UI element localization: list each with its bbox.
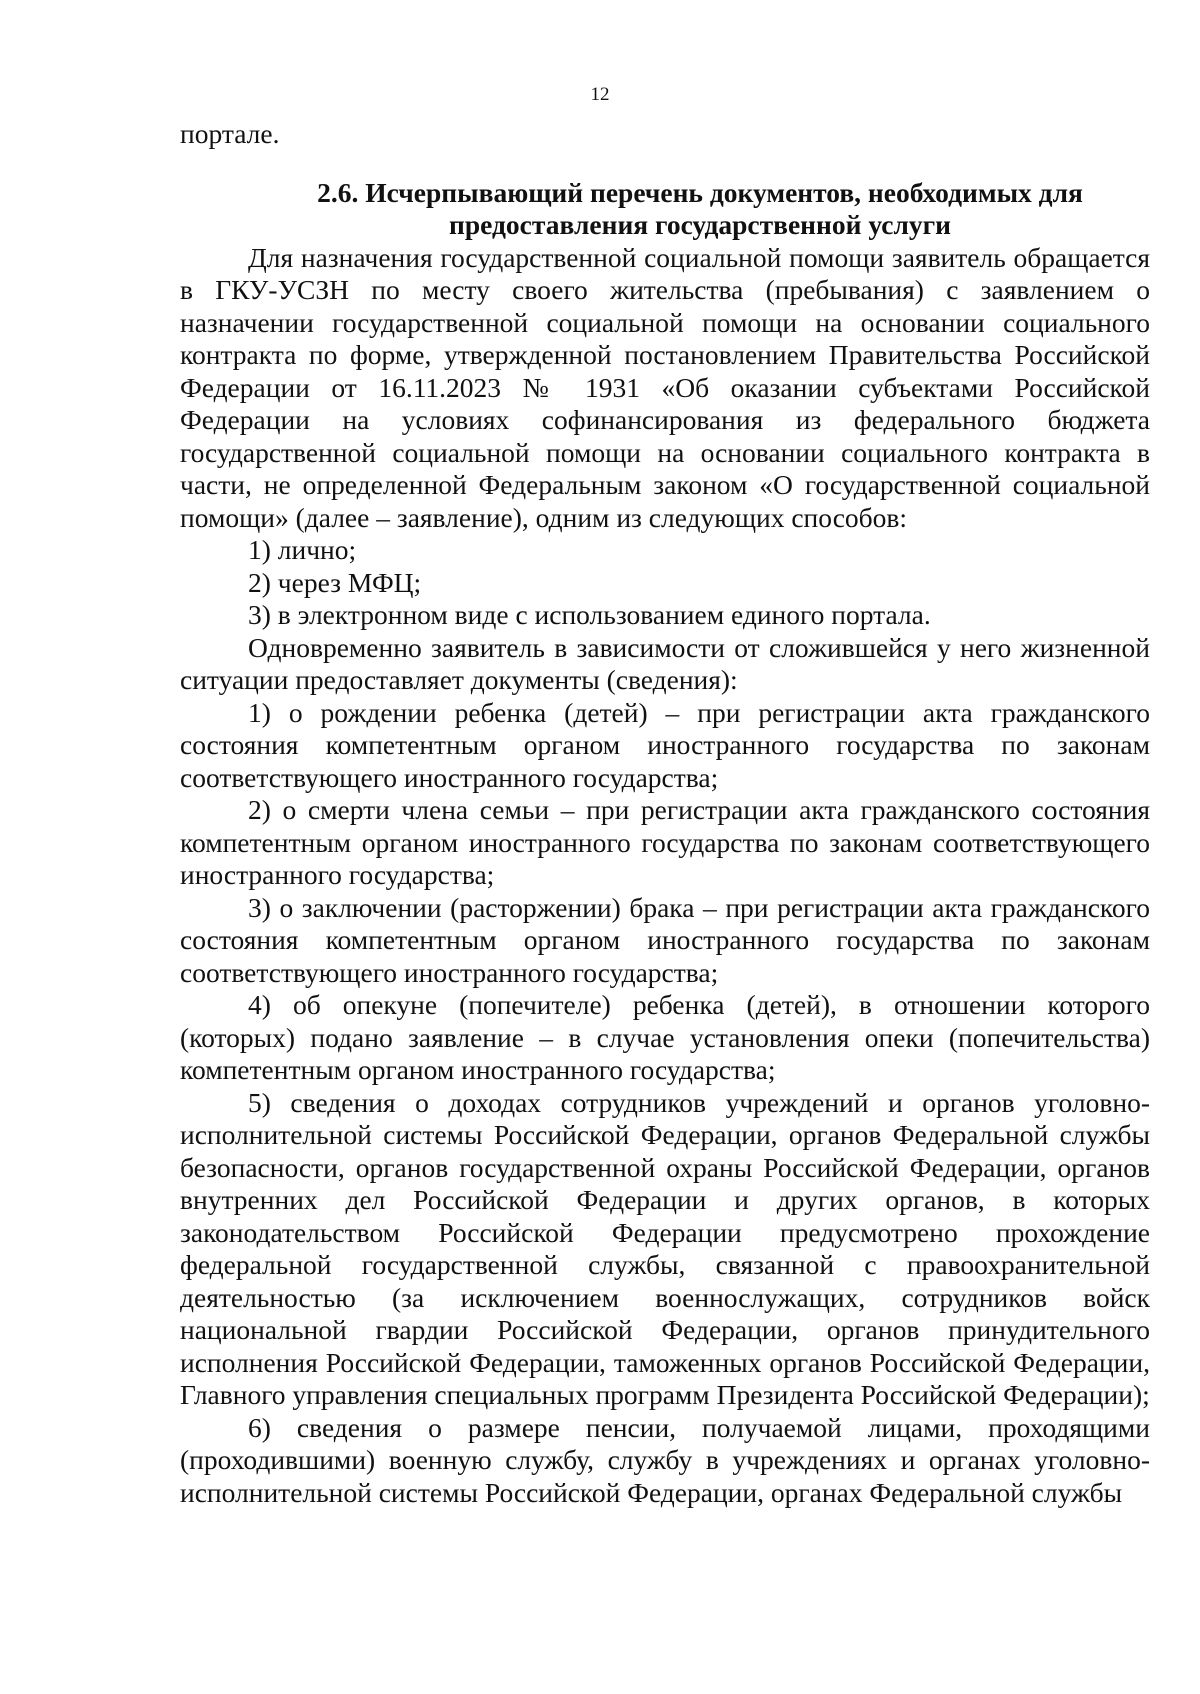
document-item: 1) о рождении ребенка (детей) – при регистрации акта гражданского состояния компетентным органом иностранного государства по законам соответствующего иностранного государства;	[180, 696, 1150, 793]
document-item: 2) о смерти члена семьи – при регистрации акта гражданского состояния компетентным органом иностранного государства по законам соответствующего иностранного государства;	[180, 794, 1150, 890]
document-item: 4) об опекуне (попечителе) ребенка (детей), в отношении которого (которых) подано заявление – в случае установления опеки (попечительства) компетентным органом иностранного государства;	[180, 989, 1150, 1085]
page-number: 12	[590, 84, 610, 105]
method-item: 1) лично;	[248, 534, 357, 565]
intro-paragraph: Для назначения государственной социальной помощи заявитель обращается в ГКУ-УСЗН по месту своего жительства (пребывания) с заявлением о назначении государственной социальной помощи на основании социального контракта по форме, утвержденной постановлением Правительства Российской Федерации от 16.11.2023 № 1931 «Об оказании субъектами Российской Федерации на условиях софинансирования из федерального бюджета государственной социальной помощи на основании социального контракта в части, не определенной Федеральным законом «О государственной социальной помощи» (далее – заявление), одним из следующих способов:	[180, 241, 1150, 533]
document-item: 5) сведения о доходах сотрудников учреждений и органов уголовно-исполнительной системы Российской Федерации, органов Федеральной службы безопасности, органов государственной охраны Российской Федерации, органов внутренних дел Российской Федерации и других органов, в которых законодательством Российской Федерации предусмотрено прохождение федеральной государственной службы, связанной с правоохранительной деятельностью (за исключением военнослужащих, сотрудников войск национальной гвардии Российской Федерации, органов принудительного исполнения Российской Федерации, таможенных органов Российской Федерации, Главного управления специальных программ Президента Российской Федерации);	[180, 1086, 1150, 1410]
carryover-text: портале.	[180, 118, 280, 149]
method-item: 3) в электронном виде с использованием единого портала.	[248, 599, 931, 630]
documents-intro: Одновременно заявитель в зависимости от сложившейся у него жизненной ситуации предоставляет документы (сведения):	[180, 631, 1150, 695]
document-item: 6) сведения о размере пенсии, получаемой лицами, проходящими (проходившими) военную службу, службу в учреждениях и органах уголовно-исполнительной системы Российской Федерации, органах Федеральной службы	[180, 1411, 1150, 1508]
document-body	[180, 118, 1150, 1509]
method-item: 2) через МФЦ;	[248, 566, 422, 598]
section-heading: 2.6. Исчерпывающий перечень документов, необходимых для предоставления государственной услуги	[317, 176, 1083, 240]
document-item: 3) о заключении (расторжении) брака – при регистрации акта гражданского состояния компетентным органом иностранного государства по законам соответствующего иностранного государства;	[180, 891, 1150, 988]
